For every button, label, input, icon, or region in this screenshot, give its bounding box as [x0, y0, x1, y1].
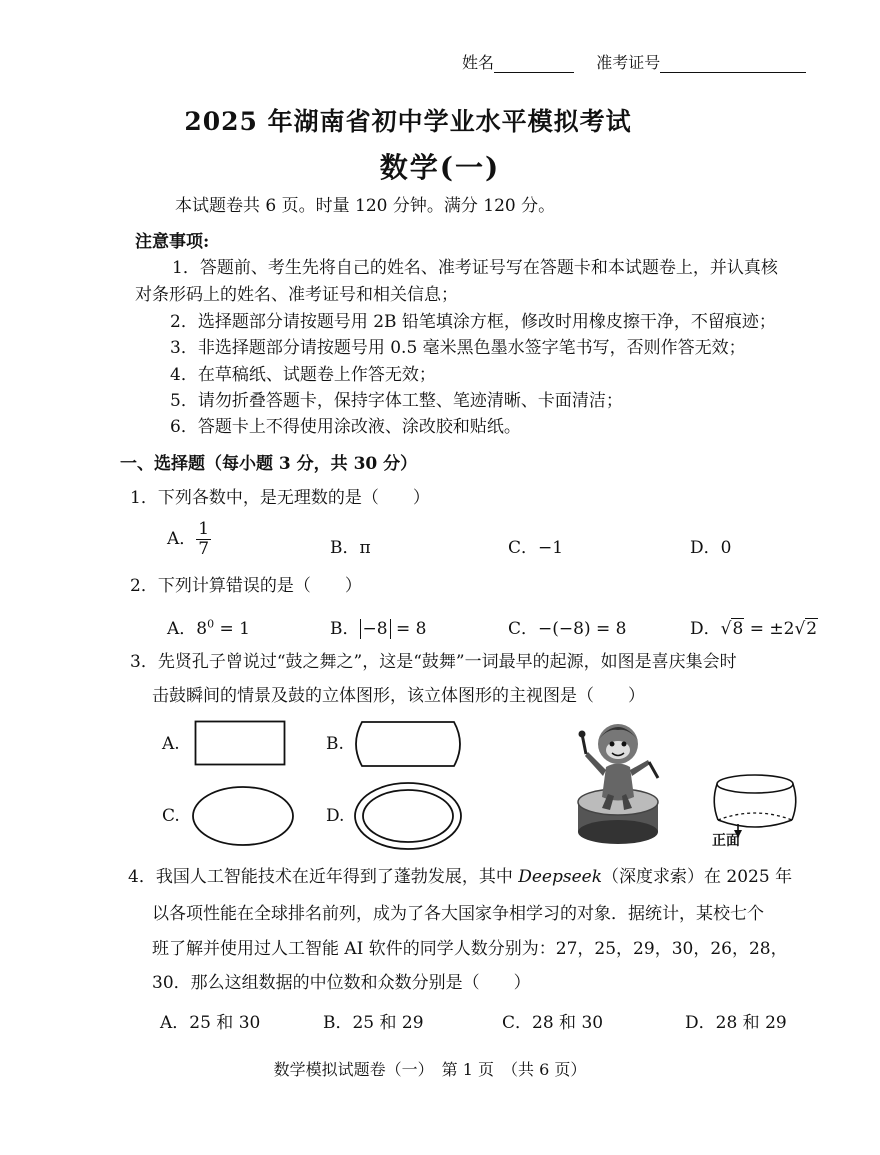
- q4-option-c: C．28 和 30: [502, 1013, 604, 1033]
- q2-option-a: A．$8^0 = 1$: [167, 617, 250, 639]
- question-3-line: 击鼓瞬间的情景及鼓的立体图形，该立体图形的主视图是（ ）: [152, 686, 645, 706]
- q1-option-c: C．−1: [508, 538, 564, 558]
- q2-option-c: C．−(−8) = 8: [508, 619, 627, 639]
- exam-id-label: 准考证号: [596, 53, 661, 72]
- q3-option-b-barrel: [354, 720, 462, 768]
- note-item: 3．非选择题部分请按题号用 0.5 毫米黑色墨水签字笔书写，否则作答无效；: [170, 338, 746, 358]
- note-item: 4．在草稿纸、试题卷上作答无效；: [170, 365, 436, 385]
- question-4-line: 以各项性能在全球排名前列，成为了各大国家争相学习的对象．据统计，某校七个: [152, 904, 764, 924]
- q3-option-d-double-ellipse: [352, 780, 464, 852]
- question-4-line: 30．那么这组数据的中位数和众数分别是（ ）: [152, 973, 531, 993]
- absolute-value: −8: [360, 619, 391, 639]
- q4-option-b: B．25 和 29: [323, 1013, 424, 1033]
- note-item: 2．选择题部分请按题号用 2B 铅笔填涂方框，修改时用橡皮擦干净，不留痕迹；: [170, 312, 776, 332]
- q3-option-c-label: C.: [162, 806, 180, 826]
- question-3-line: 3．先贤孔子曾说过“鼓之舞之”，这是“鼓舞”一词最早的起源，如图是喜庆集会时: [130, 652, 737, 672]
- student-info-header: [462, 50, 806, 73]
- q1-option-a: A． $\frac{1}{7}$: [167, 519, 210, 559]
- note-item: 对条形码上的姓名、准考证号和相关信息；: [135, 285, 458, 305]
- note-item: 5．请勿折叠答题卡，保持字体工整、笔迹清晰、卡面清洁；: [170, 391, 623, 411]
- sqrt-sign: √: [720, 619, 732, 639]
- q2-option-b: B． −8 = 8: [330, 619, 427, 639]
- q3-option-a-label: A.: [162, 734, 180, 754]
- exam-id-blank: [660, 54, 806, 73]
- page-footer: 数学模拟试题卷（一） 第 1 页 （共 6 页）: [273, 1060, 587, 1079]
- notes-heading: 注意事项:: [135, 232, 210, 252]
- q3-option-d-label: D.: [326, 806, 345, 826]
- fraction: $\frac{1}{7}$: [198, 519, 210, 559]
- q4-option-a: A．25 和 30: [160, 1013, 261, 1033]
- section-heading: 一、选择题（每小题 3 分，共 30 分）: [120, 454, 418, 474]
- drummer-illustration: [568, 712, 666, 852]
- drum-3d-figure: [708, 772, 802, 838]
- note-item: 1．答题前、考生先将自己的姓名、准考证号写在答题卡和本试题卷上，并认真核: [172, 258, 778, 278]
- exam-title: 2025 年湖南省初中学业水平模拟考试: [184, 107, 632, 136]
- name-label: 姓名: [462, 53, 495, 72]
- exam-intro: 本试题卷共 6 页。时量 120 分钟。满分 120 分。: [175, 196, 556, 216]
- exam-subtitle: 数学(一): [379, 151, 501, 184]
- note-item: 6．答题卡上不得使用涂改液、涂改胶和贴纸。: [170, 417, 521, 437]
- front-view-label: 正面: [712, 833, 740, 849]
- question-2-stem: 2．下列计算错误的是（ ）: [130, 576, 362, 596]
- q3-option-a-rectangle: [194, 720, 286, 766]
- question-4-line: 班了解并使用过人工智能 AI 软件的同学人数分别为：27，25，29，30，26，28，: [152, 939, 788, 959]
- q1-option-b: B．π: [330, 538, 371, 558]
- q4-option-d: D．28 和 29: [685, 1013, 787, 1033]
- q1-option-d: D．0: [690, 538, 732, 558]
- question-4-line: 4．我国人工智能技术在近年得到了蓬勃发展，其中 Deepseek（深度求索）在 2025 年: [128, 867, 793, 887]
- q2-option-d: D．√8 = ±2√2: [690, 619, 818, 639]
- name-blank: [494, 54, 574, 73]
- question-1-stem: 1．下列各数中，是无理数的是（ ）: [130, 488, 430, 508]
- q3-option-c-ellipse: [190, 784, 296, 848]
- q3-option-b-label: B.: [326, 734, 344, 754]
